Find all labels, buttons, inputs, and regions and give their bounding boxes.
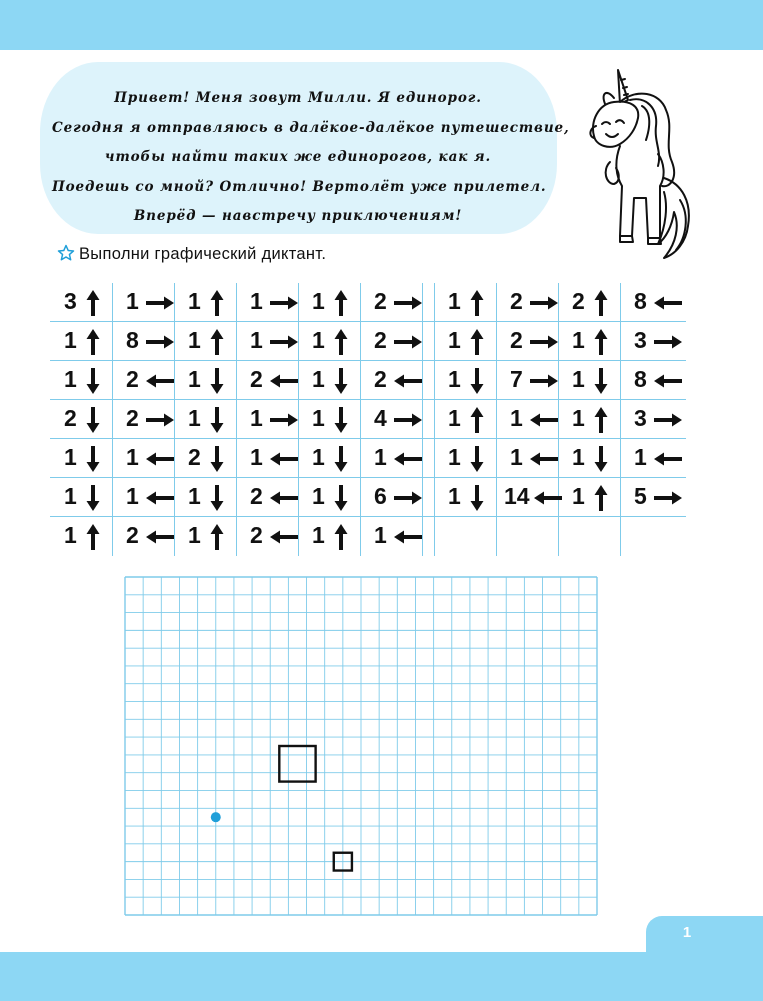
dictation-cell xyxy=(298,361,360,399)
dictation-cell xyxy=(620,361,682,399)
step-count: 1 xyxy=(64,366,77,392)
step-count: 6 xyxy=(374,483,387,509)
star-icon xyxy=(57,244,75,262)
grid-lines xyxy=(125,577,597,915)
dictation-cell xyxy=(434,478,496,516)
arrow-right-icon xyxy=(394,413,422,427)
step-count: 14 xyxy=(504,483,530,509)
dictation-cell xyxy=(236,439,298,477)
step-count: 1 xyxy=(188,366,201,392)
step-count: 1 xyxy=(448,483,461,509)
arrow-right-icon xyxy=(146,296,174,310)
step-count: 1 xyxy=(312,405,325,431)
task-instruction xyxy=(57,244,326,264)
dictation-cell xyxy=(174,478,236,516)
arrow-right-icon xyxy=(654,413,682,427)
step-count: 1 xyxy=(188,522,201,548)
dictation-cell xyxy=(360,478,422,516)
dictation-cell xyxy=(434,400,496,438)
dictation-cell xyxy=(112,478,174,516)
arrow-up-icon xyxy=(334,524,348,550)
arrow-down-icon xyxy=(594,446,608,472)
arrow-left-icon xyxy=(394,374,422,388)
step-count: 1 xyxy=(448,444,461,470)
step-count: 1 xyxy=(64,444,77,470)
arrow-right-icon xyxy=(270,335,298,349)
dictation-cell xyxy=(620,439,682,477)
step-count: 2 xyxy=(188,444,201,470)
step-count: 1 xyxy=(510,444,523,470)
dictation-cell xyxy=(620,478,682,516)
step-count: 1 xyxy=(448,288,461,314)
dictation-cell xyxy=(50,361,112,399)
step-count: 1 xyxy=(250,327,263,353)
dictation-cell xyxy=(236,283,298,321)
dictation-cell xyxy=(298,283,360,321)
arrow-right-icon xyxy=(270,413,298,427)
arrow-down-icon xyxy=(470,446,484,472)
step-count: 2 xyxy=(374,327,387,353)
step-count: 1 xyxy=(188,483,201,509)
dictation-cell xyxy=(50,439,112,477)
arrow-left-icon xyxy=(270,452,298,466)
arrow-right-icon xyxy=(530,335,558,349)
step-count: 1 xyxy=(572,405,585,431)
dictation-cell xyxy=(620,322,682,360)
arrow-down-icon xyxy=(86,446,100,472)
step-count: 1 xyxy=(510,405,523,431)
dictation-cell xyxy=(496,478,558,516)
arrow-left-icon xyxy=(394,530,422,544)
step-count: 1 xyxy=(126,444,139,470)
step-count: 4 xyxy=(374,405,387,431)
arrow-up-icon xyxy=(594,290,608,316)
step-count: 1 xyxy=(374,522,387,548)
page-number: 1 xyxy=(682,924,692,941)
dictation-cell xyxy=(558,439,620,477)
step-count: 3 xyxy=(634,327,647,353)
dictation-cell xyxy=(236,361,298,399)
dictation-cell xyxy=(360,322,422,360)
step-count: 1 xyxy=(448,405,461,431)
arrow-down-icon xyxy=(86,485,100,511)
dictation-cell xyxy=(50,517,112,555)
start-dot xyxy=(211,812,221,822)
step-count: 2 xyxy=(126,522,139,548)
arrow-right-icon xyxy=(530,296,558,310)
dictation-cell xyxy=(298,322,360,360)
dictation-cell xyxy=(360,283,422,321)
step-count: 1 xyxy=(572,327,585,353)
step-count: 7 xyxy=(510,366,523,392)
step-count: 1 xyxy=(126,288,139,314)
arrow-left-icon xyxy=(530,413,558,427)
dictation-cell xyxy=(174,361,236,399)
dictation-cell xyxy=(434,283,496,321)
arrow-up-icon xyxy=(594,407,608,433)
step-count: 3 xyxy=(634,405,647,431)
dictation-cell xyxy=(174,322,236,360)
dictation-cell xyxy=(174,283,236,321)
arrow-right-icon xyxy=(146,335,174,349)
step-count: 1 xyxy=(312,522,325,548)
dictation-cell xyxy=(558,322,620,360)
arrow-left-icon xyxy=(530,452,558,466)
dictation-cell xyxy=(558,283,620,321)
dictation-cell xyxy=(298,478,360,516)
arrow-down-icon xyxy=(210,407,224,433)
arrow-up-icon xyxy=(86,329,100,355)
dictation-cell xyxy=(496,283,558,321)
dictation-cell xyxy=(298,439,360,477)
intro-line: Привет! Меня зовут Милли. Я единорог. xyxy=(114,90,482,106)
step-count: 1 xyxy=(250,288,263,314)
arrow-right-icon xyxy=(394,335,422,349)
dictation-cell xyxy=(434,361,496,399)
arrow-down-icon xyxy=(210,485,224,511)
step-count: 1 xyxy=(572,366,585,392)
arrow-up-icon xyxy=(594,329,608,355)
arrow-up-icon xyxy=(470,290,484,316)
arrow-left-icon xyxy=(270,374,298,388)
arrow-down-icon xyxy=(334,485,348,511)
step-count: 1 xyxy=(634,444,647,470)
dictation-cell xyxy=(112,517,174,555)
step-count: 1 xyxy=(312,483,325,509)
step-count: 1 xyxy=(188,405,201,431)
arrow-right-icon xyxy=(530,374,558,388)
step-count: 1 xyxy=(572,483,585,509)
arrow-down-icon xyxy=(334,368,348,394)
step-count: 1 xyxy=(250,444,263,470)
arrow-left-icon xyxy=(146,374,174,388)
step-count: 2 xyxy=(250,522,263,548)
arrow-left-icon xyxy=(146,452,174,466)
dictation-cell xyxy=(236,400,298,438)
arrow-left-icon xyxy=(394,452,422,466)
dictation-cell xyxy=(496,400,558,438)
arrow-up-icon xyxy=(210,290,224,316)
step-count: 2 xyxy=(374,288,387,314)
step-count: 3 xyxy=(64,288,77,314)
step-count: 2 xyxy=(250,483,263,509)
arrow-left-icon xyxy=(270,491,298,505)
dictation-cell xyxy=(620,400,682,438)
arrow-right-icon xyxy=(394,296,422,310)
arrow-up-icon xyxy=(210,524,224,550)
arrow-up-icon xyxy=(470,329,484,355)
step-count: 1 xyxy=(64,327,77,353)
step-count: 1 xyxy=(312,366,325,392)
dictation-cell xyxy=(174,439,236,477)
task-text: Выполни графический диктант. xyxy=(79,245,327,263)
dictation-cell xyxy=(112,439,174,477)
dictation-cell xyxy=(112,400,174,438)
unicorn-illustration xyxy=(580,66,700,262)
arrow-down-icon xyxy=(210,368,224,394)
arrow-down-icon xyxy=(86,407,100,433)
step-count: 2 xyxy=(126,366,139,392)
step-count: 1 xyxy=(126,483,139,509)
step-count: 2 xyxy=(64,405,77,431)
arrow-up-icon xyxy=(86,524,100,550)
arrow-down-icon xyxy=(470,368,484,394)
step-count: 8 xyxy=(634,366,647,392)
step-count: 2 xyxy=(374,366,387,392)
step-count: 1 xyxy=(312,288,325,314)
arrow-up-icon xyxy=(334,329,348,355)
arrow-right-icon xyxy=(654,335,682,349)
dictation-cell xyxy=(558,361,620,399)
page-number-tab xyxy=(646,916,763,956)
arrow-up-icon xyxy=(470,407,484,433)
arrow-up-icon xyxy=(86,290,100,316)
dictation-cell xyxy=(236,322,298,360)
step-count: 1 xyxy=(448,327,461,353)
bottom-color-band xyxy=(0,952,763,1001)
step-count: 1 xyxy=(374,444,387,470)
dictation-cell xyxy=(360,400,422,438)
intro-line: Сегодня я отправляюсь в далёкое-далёкое путешествие, xyxy=(52,119,570,136)
dictation-cell xyxy=(360,517,422,555)
intro-line: Вперёд — навстречу приключениям! xyxy=(133,208,463,224)
dictation-cell xyxy=(174,517,236,555)
arrow-left-icon xyxy=(654,296,682,310)
dictation-cell xyxy=(236,517,298,555)
arrow-up-icon xyxy=(210,329,224,355)
dictation-cell xyxy=(496,322,558,360)
step-count: 5 xyxy=(634,483,647,509)
black-square xyxy=(279,746,315,782)
step-count: 1 xyxy=(188,288,201,314)
dictation-cell xyxy=(620,283,682,321)
top-color-band xyxy=(0,0,763,50)
step-count: 8 xyxy=(126,327,139,353)
dictation-cell xyxy=(50,283,112,321)
step-count: 2 xyxy=(510,288,523,314)
intro-text xyxy=(52,84,570,232)
step-count: 8 xyxy=(634,288,647,314)
dictation-cell xyxy=(50,322,112,360)
dictation-cell xyxy=(558,400,620,438)
arrow-down-icon xyxy=(334,446,348,472)
arrow-left-icon xyxy=(146,491,174,505)
step-count: 2 xyxy=(510,327,523,353)
intro-line: Поедешь со мной? Отлично! Вертолёт уже прилетел. xyxy=(52,178,547,195)
arrow-up-icon xyxy=(594,485,608,511)
dictation-cell xyxy=(112,283,174,321)
arrow-down-icon xyxy=(86,368,100,394)
arrow-left-icon xyxy=(654,374,682,388)
dictation-cell xyxy=(112,361,174,399)
step-count: 2 xyxy=(126,405,139,431)
step-count: 2 xyxy=(250,366,263,392)
arrow-left-icon xyxy=(146,530,174,544)
dictation-cell xyxy=(496,361,558,399)
dictation-cell xyxy=(434,322,496,360)
arrow-down-icon xyxy=(594,368,608,394)
dictation-cell xyxy=(112,322,174,360)
arrow-right-icon xyxy=(146,413,174,427)
dictation-cell xyxy=(298,517,360,555)
arrow-down-icon xyxy=(334,407,348,433)
arrow-down-icon xyxy=(210,446,224,472)
step-count: 1 xyxy=(312,327,325,353)
step-count: 1 xyxy=(64,483,77,509)
arrow-right-icon xyxy=(270,296,298,310)
arrow-left-icon xyxy=(270,530,298,544)
dictation-cell xyxy=(50,400,112,438)
dictation-cell xyxy=(236,478,298,516)
arrow-right-icon xyxy=(394,491,422,505)
step-count: 1 xyxy=(64,522,77,548)
step-count: 2 xyxy=(572,288,585,314)
dictation-cell xyxy=(298,400,360,438)
step-count: 1 xyxy=(448,366,461,392)
step-count: 1 xyxy=(188,327,201,353)
arrow-right-icon xyxy=(654,491,682,505)
arrow-up-icon xyxy=(334,290,348,316)
step-count: 1 xyxy=(250,405,263,431)
dictation-cell xyxy=(434,439,496,477)
step-count: 1 xyxy=(312,444,325,470)
dictation-cell xyxy=(360,439,422,477)
arrow-left-icon xyxy=(654,452,682,466)
arrow-down-icon xyxy=(470,485,484,511)
intro-line: чтобы найти таких же единорогов, как я. xyxy=(104,149,492,165)
dictation-cell xyxy=(496,439,558,477)
dictation-cell xyxy=(174,400,236,438)
dictation-cell xyxy=(558,478,620,516)
step-count: 1 xyxy=(572,444,585,470)
drawing-grid[interactable] xyxy=(124,576,598,916)
dictation-cell xyxy=(50,478,112,516)
dictation-cell xyxy=(360,361,422,399)
